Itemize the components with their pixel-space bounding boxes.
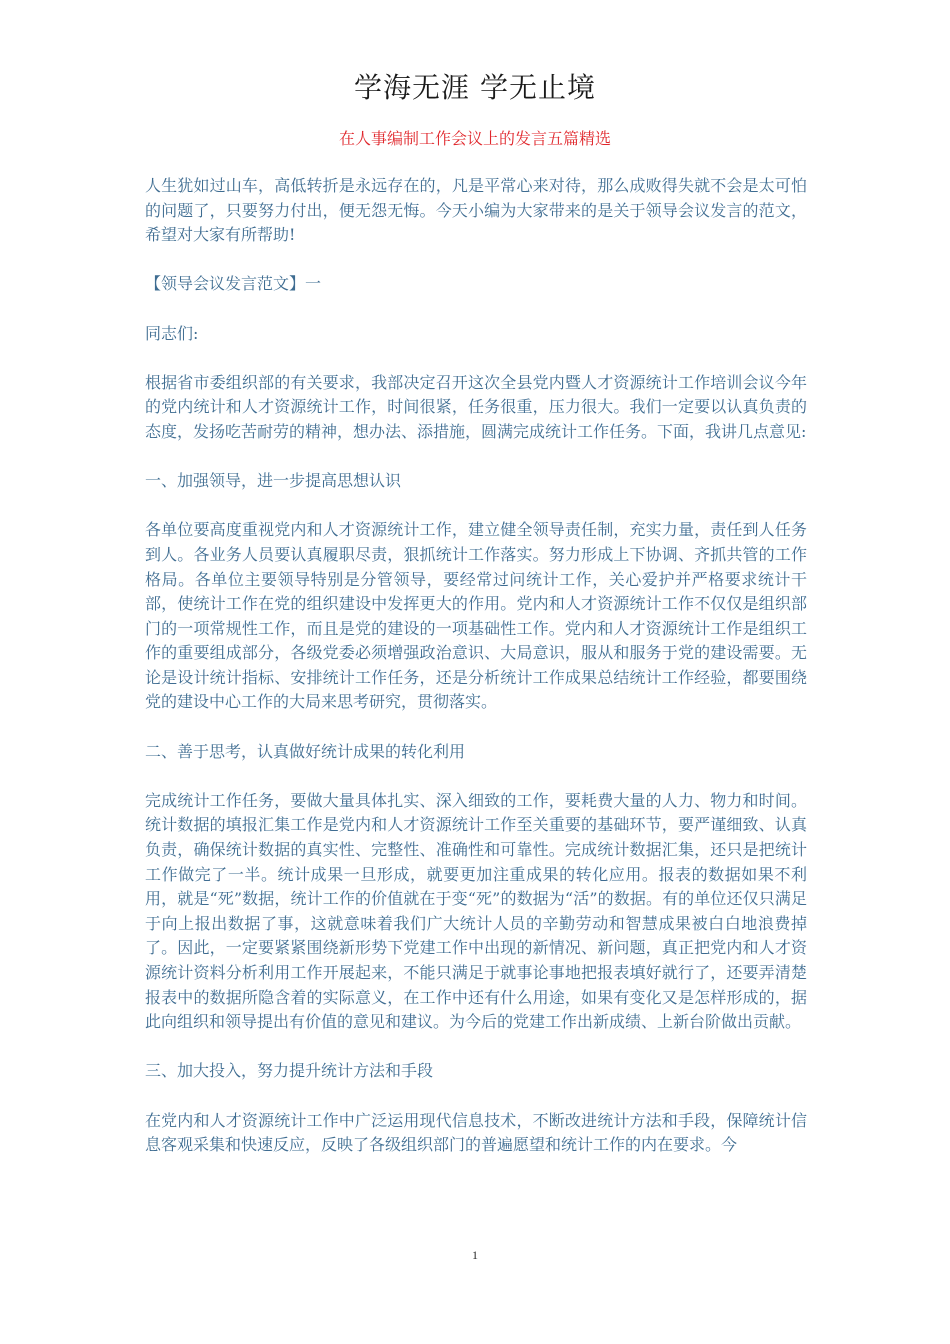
point-heading-1: 一、加强领导，进一步提高思想认识 <box>145 471 402 491</box>
page-header-title: 学海无涯 学无止境 <box>354 71 596 104</box>
body-paragraph: 完成统计工作任务，要做大量具体扎实、深入细致的工作，要耗费大量的人力、物力和时间。统计数据的填报汇集工作是党内和人才资源统计工作至关重要的基础环节，要严谨细致、认真负责，确保统计数据的真实性、完整性、准确性和可靠性。完成统计数据汇集，还只是把统计工作做完了一半。统计成果一旦形成，就要更加注重成果的转化应用。报表的数据如果不利用，就是“死”数据，统计工作的价值就在于变“死”的数据为“活”的数据。有的单位还仅只满足于向上报出数据了事，这就意味着我们广大统计人员的辛勤劳动和智慧成果被白白地浪费掉了。因此，一定要紧紧围绕新形势下党建工作中出现的新情况、新问题，真正把党内和人才资源统计资料分析利用工作开展起来，不能只满足于就事论事地把报表填好就行了，还要弄清楚报表中的数据所隐含着的实际意义，在工作中还有什么用途，如果有变化又是怎样形成的，据此向组织和领导提出有价值的意见和建议。为今后的党建工作出新成绩、上新台阶做出贡献。 <box>145 790 807 1032</box>
body-paragraph: 各单位要高度重视党内和人才资源统计工作，建立健全领导责任制，充实力量，责任到人任务到人。各业务人员要认真履职尽责，狠抓统计工作落实。努力形成上下协调、齐抓共管的工作格局。各单位主要领导特别是分管领导，要经常过问统计工作，关心爱护并严格要求统计干部，使统计工作在党的组织建设中发挥更大的作用。党内和人才资源统计工作不仅仅是组织部门的一项常规性工作，而且是党的建设的一项基础性工作。党内和人才资源统计工作是组织工作的重要组成部分，各级党委必须增强政治意识、大局意识，服从和服务于党的建设需要。无论是设计统计指标、安排统计工作任务，还是分析统计工作成果总结统计工作经验，都要围绕党的建设中心工作的大局来思考研究，贯彻落实。 <box>145 520 807 712</box>
point-heading-3: 三、加大投入，努力提升统计方法和手段 <box>145 1061 434 1081</box>
salutation: 同志们: <box>145 323 199 343</box>
body-paragraph: 在党内和人才资源统计工作中广泛运用现代信息技术，不断改进统计方法和手段，保障统计信息客观采集和快速反应，反映了各级组织部门的普遍愿望和统计工作的内在要求。今 <box>145 1110 807 1155</box>
point-heading-2: 二、善于思考，认真做好统计成果的转化利用 <box>145 741 466 761</box>
document-title: 在人事编制工作会议上的发言五篇精选 <box>338 129 611 148</box>
intro-paragraph: 人生犹如过山车，高低转折是永远存在的，凡是平常心来对待，那么成败得失就不会是太可怕的问题了，只要努力付出，便无怨无悔。今天小编为大家带来的是关于领导会议发言的范文，希望对大家有所帮助! <box>145 176 807 245</box>
section-heading: 【领导会议发言范文】一 <box>145 274 322 294</box>
page-number: 1 <box>472 1248 478 1262</box>
document-body <box>145 174 807 1182</box>
body-paragraph: 根据省市委组织部的有关要求，我部决定召开这次全县党内暨人才资源统计工作培训会议今年的党内统计和人才资源统计工作，时间很紧，任务很重，压力很大。我们一定要以认真负责的态度，发扬吃苦耐劳的精神，想办法、添措施，圆满完成统计工作任务。下面，我讲几点意见: <box>145 372 807 441</box>
